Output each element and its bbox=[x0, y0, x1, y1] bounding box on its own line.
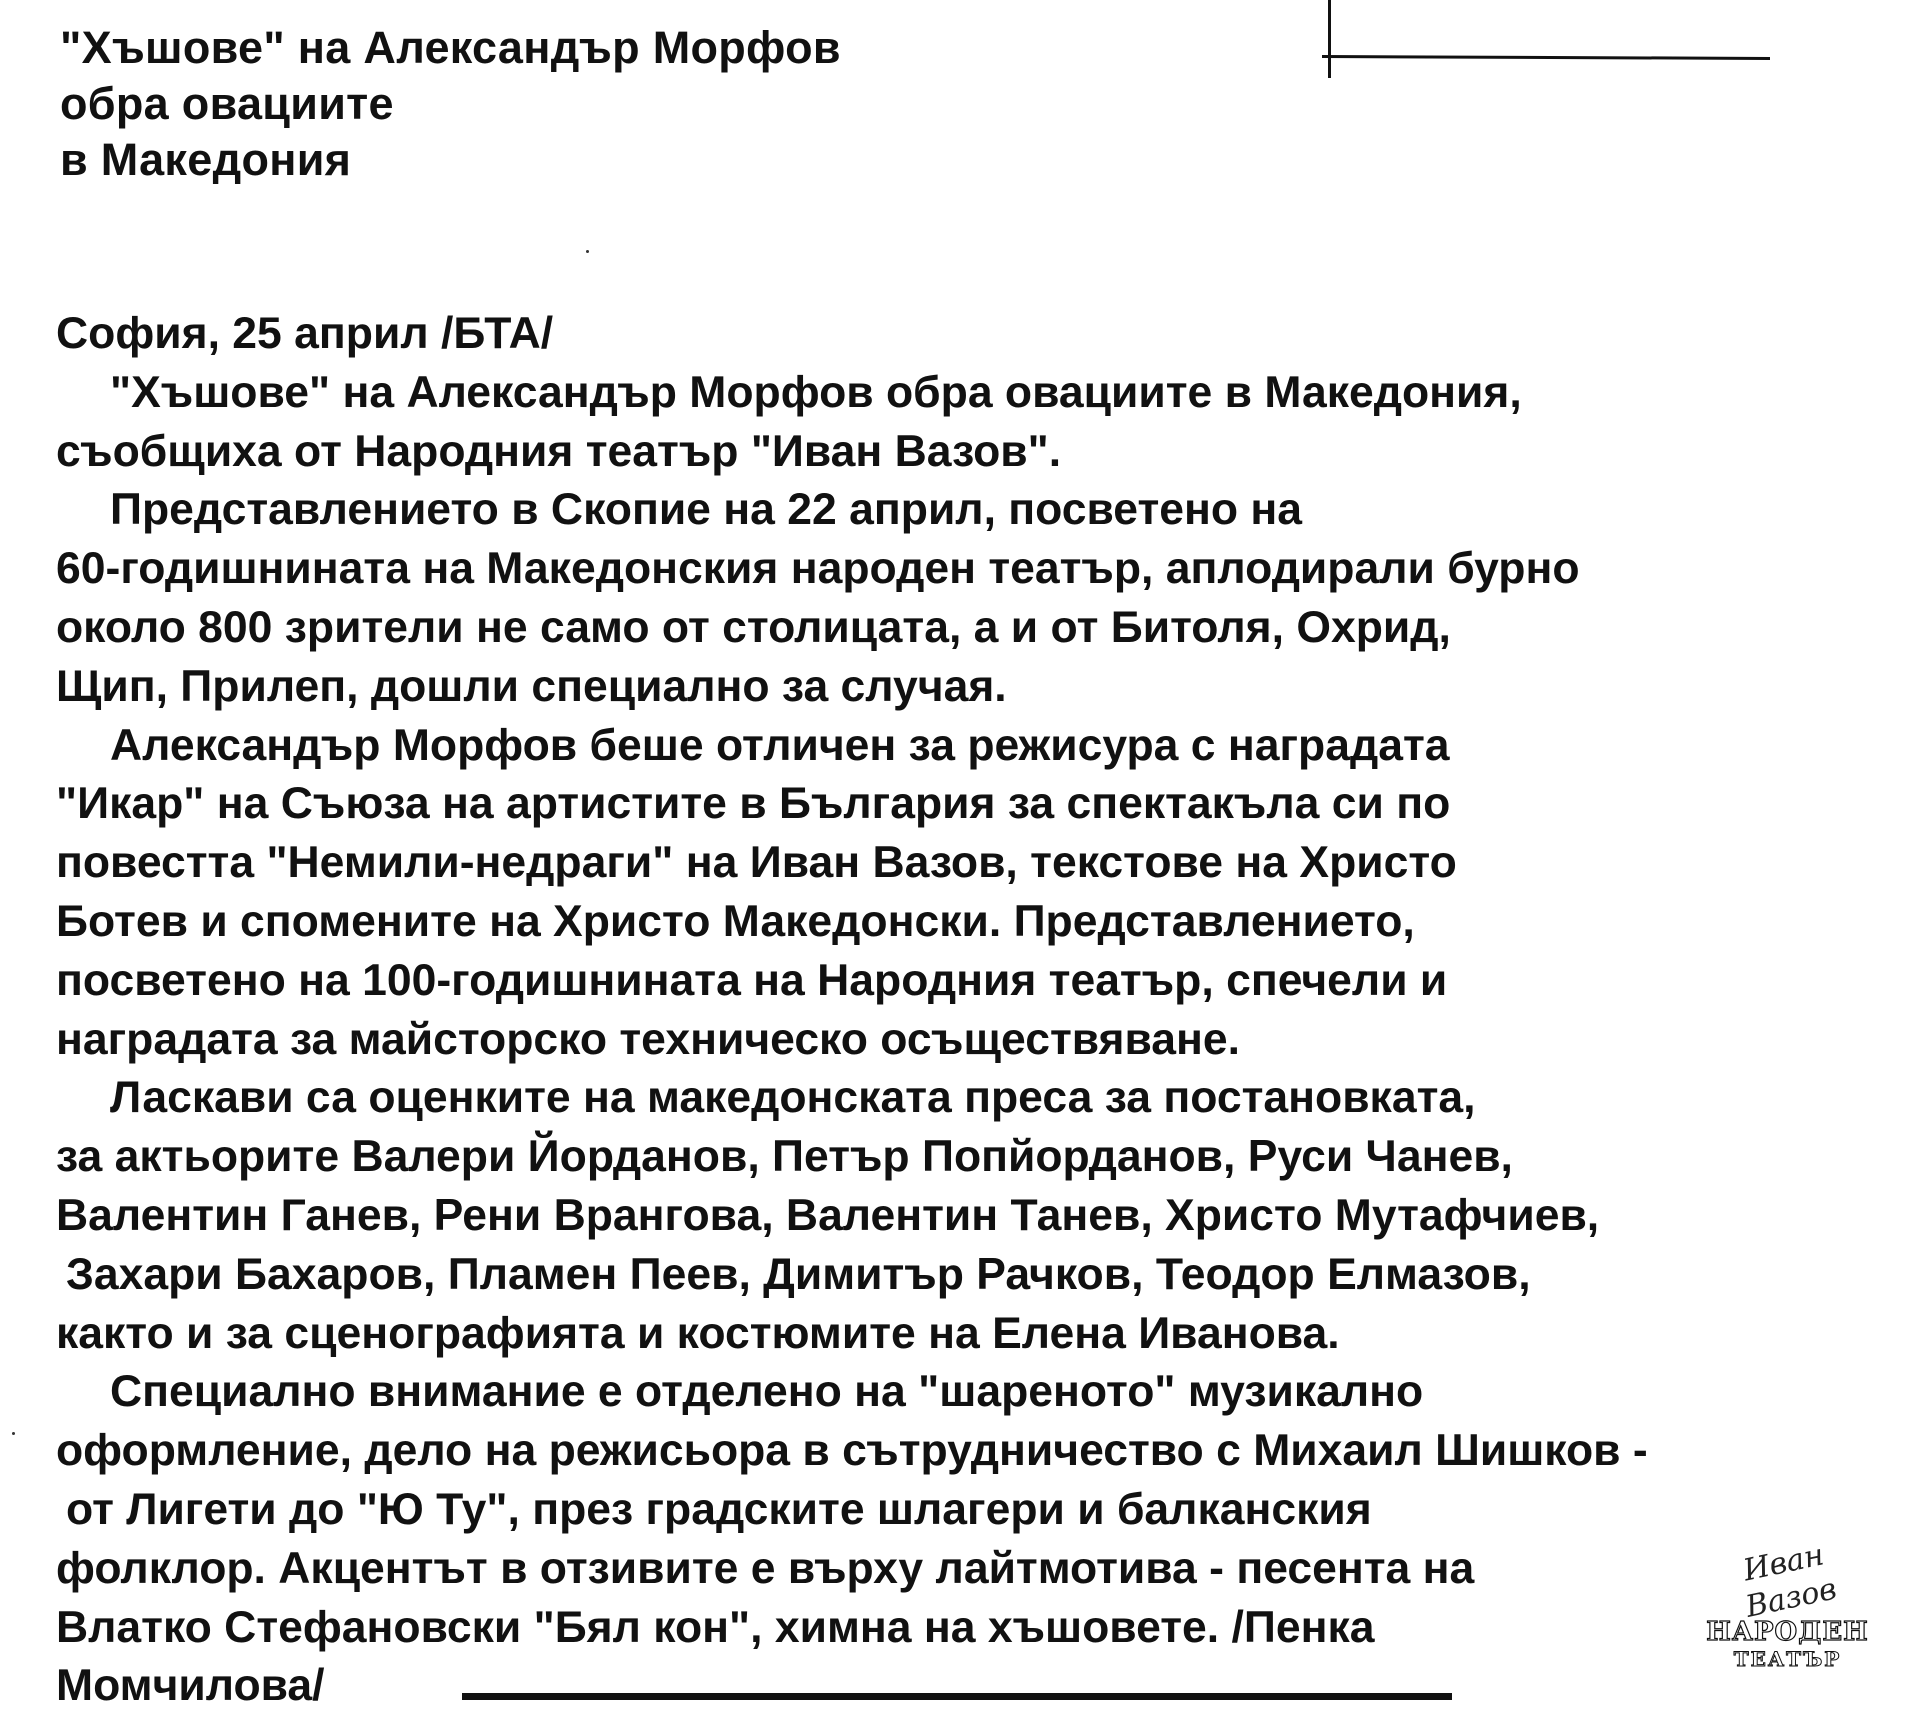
article-line: Валентин Ганев, Рени Врангова, Валентин Танев, Христо Мутафчиев, bbox=[56, 1190, 1600, 1240]
article-line: фолклор. Акцентът в отзивите е върху лайтмотива - песента на bbox=[56, 1543, 1475, 1593]
article-line: повестта "Немили-недраги" на Иван Вазов, текстове на Христо bbox=[56, 838, 1457, 888]
article-line: Момчилова/ bbox=[56, 1661, 325, 1711]
article-line: както и за сценографията и костюмите на Елена Иванова. bbox=[56, 1308, 1340, 1358]
headline-line: обра овациите bbox=[60, 78, 394, 129]
article-line: Александър Морфов беше отличен за режисура с наградата bbox=[110, 720, 1450, 770]
corner-rule-horizontal bbox=[1322, 55, 1770, 60]
article-line: Ласкави са оценките на македонската преса за постановката, bbox=[110, 1073, 1476, 1123]
article-line: Представлението в Скопие на 22 април, посветено на bbox=[110, 485, 1303, 535]
logo-signature: Иван Вазов bbox=[1740, 1537, 1840, 1625]
headline bbox=[60, 20, 841, 188]
article-line: 60-годишнината на Македонския народен театър, аплодирали бурно bbox=[56, 544, 1580, 594]
article-line: Специално внимание е отделено на "шареното" музикално bbox=[110, 1367, 1424, 1417]
headline-line: в Македония bbox=[60, 134, 352, 185]
article-line: съобщиха от Народния театър "Иван Вазов". bbox=[56, 426, 1062, 476]
article-line: "Хъшове" на Александър Морфов обра овациите в Македония, bbox=[110, 367, 1522, 417]
corner-rule-vertical bbox=[1328, 0, 1331, 78]
scan-speck bbox=[12, 1432, 15, 1435]
article-line: "Икар" на Съюза на артистите в България за спектакъла си по bbox=[56, 779, 1451, 829]
article-line: Ботев и спомените на Христо Македонски. Представлението, bbox=[56, 896, 1415, 946]
article-line: Захари Бахаров, Пламен Пеев, Димитър Рачков, Теодор Елмазов, bbox=[66, 1249, 1531, 1299]
article-line: оформление, дело на режисьора в сътрудничество с Михаил Шишков - bbox=[56, 1426, 1648, 1476]
scan-speck bbox=[586, 250, 589, 253]
article-line: наградата за майсторско техническо осъществяване. bbox=[56, 1014, 1240, 1064]
article-body bbox=[56, 305, 1866, 1716]
article-line: от Лигети до "Ю Ту", през градските шлагери и балканския bbox=[66, 1484, 1372, 1534]
headline-line: "Хъшове" на Александър Морфов bbox=[60, 22, 841, 73]
article-line: за актьорите Валери Йорданов, Петър Попйорданов, Руси Чанев, bbox=[56, 1132, 1513, 1182]
logo-name-line2: ТЕАТЪР bbox=[1733, 1647, 1842, 1671]
national-theatre-logo bbox=[1700, 1537, 1875, 1671]
bottom-rule bbox=[462, 1693, 1452, 1700]
article-line: посветено на 100-годишнината на Народния театър, спечели и bbox=[56, 955, 1448, 1005]
article-line: около 800 зрители не само от столицата, а и от Битоля, Охрид, bbox=[56, 602, 1451, 652]
dateline: София, 25 април /БТА/ bbox=[56, 309, 554, 358]
article-line: Влатко Стефановски "Бял кон", химна на хъшовете. /Пенка bbox=[56, 1602, 1375, 1652]
logo-name-line1: НАРОДЕН bbox=[1706, 1617, 1869, 1647]
article-line: Щип, Прилеп, дошли специално за случая. bbox=[56, 661, 1007, 711]
